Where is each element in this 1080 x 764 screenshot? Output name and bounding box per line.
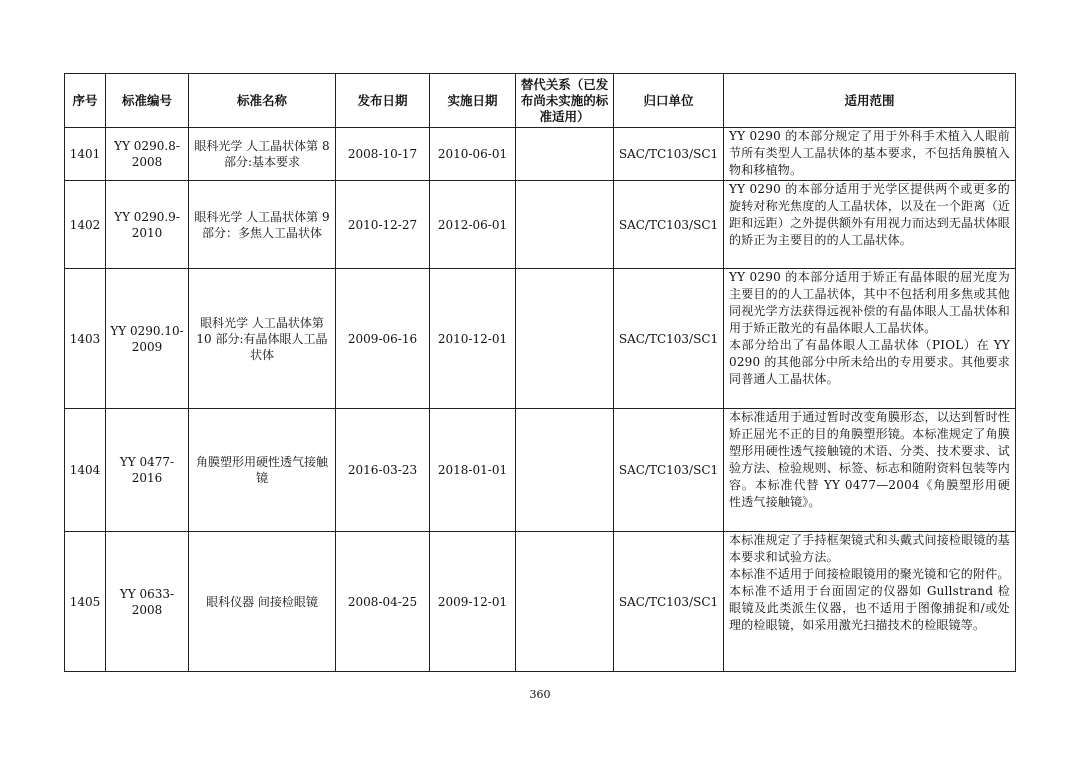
scope-paragraph: 本标准不适用于台面固定的仪器如 Gullstrand 检眼镜及此类派生仪器，也不适用于图像捕捉和/或处理的检眼镜，如采用激光扫描技术的检眼镜等。 xyxy=(729,584,1010,632)
cell-unit: SAC/TC103/SC1 xyxy=(614,181,724,269)
cell-implement-date: 2009-12-01 xyxy=(430,532,516,672)
cell-publish-date: 2010-12-27 xyxy=(336,181,430,269)
cell-code: YY 0290.10-2009 xyxy=(106,269,189,409)
cell-replacement xyxy=(516,181,614,269)
header-seq: 序号 xyxy=(65,74,106,128)
cell-name: 眼科仪器 间接检眼镜 xyxy=(189,532,336,672)
header-unit: 归口单位 xyxy=(614,74,724,128)
cell-name: 角膜塑形用硬性透气接触镜 xyxy=(189,409,336,532)
cell-seq: 1403 xyxy=(65,269,106,409)
header-scope: 适用范围 xyxy=(724,74,1016,128)
cell-replacement xyxy=(516,269,614,409)
scope-paragraph: 本部分给出了有晶体眼人工晶状体（PIOL）在 YY 0290 的其他部分中所未给出的专用要求。其他要求同普通人工晶状体。 xyxy=(729,338,1010,386)
page-number: 360 xyxy=(529,688,551,701)
cell-implement-date: 2010-12-01 xyxy=(430,269,516,409)
cell-implement-date: 2010-06-01 xyxy=(430,128,516,181)
cell-publish-date: 2009-06-16 xyxy=(336,269,430,409)
cell-unit: SAC/TC103/SC1 xyxy=(614,409,724,532)
scope-paragraph: 本标准规定了手持框架镜式和头戴式间接检眼镜的基本要求和试验方法。 xyxy=(729,533,1010,564)
cell-scope xyxy=(724,532,1016,672)
table-header-row xyxy=(65,74,1016,128)
cell-unit: SAC/TC103/SC1 xyxy=(614,128,724,181)
cell-publish-date: 2016-03-23 xyxy=(336,409,430,532)
cell-scope xyxy=(724,269,1016,409)
scope-paragraph: YY 0290 的本部分适用于光学区提供两个或更多的旋转对称光焦度的人工晶状体，以及在一个距离（近距和远距）之外提供额外有用视力而达到无晶状体眼的矫正为主要目的的人工晶状体。 xyxy=(729,182,1010,247)
cell-implement-date: 2012-06-01 xyxy=(430,181,516,269)
cell-publish-date: 2008-10-17 xyxy=(336,128,430,181)
cell-code: YY 0290.9-2010 xyxy=(106,181,189,269)
cell-scope xyxy=(724,409,1016,532)
cell-seq: 1401 xyxy=(65,128,106,181)
table-row xyxy=(65,181,1016,269)
header-code: 标准编号 xyxy=(106,74,189,128)
cell-name: 眼科光学 人工晶状体第 9 部分：多焦人工晶状体 xyxy=(189,181,336,269)
header-name: 标准名称 xyxy=(189,74,336,128)
cell-replacement xyxy=(516,128,614,181)
table-row xyxy=(65,532,1016,672)
cell-unit: SAC/TC103/SC1 xyxy=(614,532,724,672)
cell-seq: 1402 xyxy=(65,181,106,269)
table-row xyxy=(65,128,1016,181)
cell-scope xyxy=(724,181,1016,269)
cell-name: 眼科光学 人工晶状体第 10 部分:有晶体眼人工晶状体 xyxy=(189,269,336,409)
scope-paragraph: 本标准适用于通过暂时改变角膜形态，以达到暂时性矫正屈光不正的目的角膜塑形镜。本标准规定了角膜塑形用硬性透气接触镜的术语、分类、技术要求、试验方法、检验规则、标签、标志和随附资料包装等内容。本标准代替 YY 0477—2004《角膜塑形用硬性透气接触镜》。 xyxy=(729,410,1010,509)
cell-publish-date: 2008-04-25 xyxy=(336,532,430,672)
cell-code: YY 0290.8-2008 xyxy=(106,128,189,181)
header-publish-date: 发布日期 xyxy=(336,74,430,128)
table-row xyxy=(65,269,1016,409)
scope-paragraph: 本标准不适用于间接检眼镜用的聚光镜和它的附件。 xyxy=(729,567,1010,581)
cell-implement-date: 2018-01-01 xyxy=(430,409,516,532)
cell-seq: 1404 xyxy=(65,409,106,532)
cell-replacement xyxy=(516,409,614,532)
cell-code: YY 0477-2016 xyxy=(106,409,189,532)
header-replacement: 替代关系（已发布尚未实施的标准适用） xyxy=(516,74,614,128)
cell-seq: 1405 xyxy=(65,532,106,672)
cell-scope xyxy=(724,128,1016,181)
scope-paragraph: YY 0290 的本部分规定了用于外科手术植入人眼前节所有类型人工晶状体的基本要求，不包括角膜植入物和移植物。 xyxy=(729,129,1010,177)
header-implement-date: 实施日期 xyxy=(430,74,516,128)
scope-paragraph: YY 0290 的本部分适用于矫正有晶体眼的屈光度为主要目的的人工晶状体，其中不包括利用多焦或其他同视光学方法获得远视补偿的有晶体眼人工晶状体和用于矫正散光的有晶体眼人工晶状体。 xyxy=(729,270,1010,335)
cell-code: YY 0633-2008 xyxy=(106,532,189,672)
cell-name: 眼科光学 人工晶状体第 8 部分:基本要求 xyxy=(189,128,336,181)
cell-replacement xyxy=(516,532,614,672)
table-row xyxy=(65,409,1016,532)
cell-unit: SAC/TC103/SC1 xyxy=(614,269,724,409)
standards-table xyxy=(64,73,1016,672)
